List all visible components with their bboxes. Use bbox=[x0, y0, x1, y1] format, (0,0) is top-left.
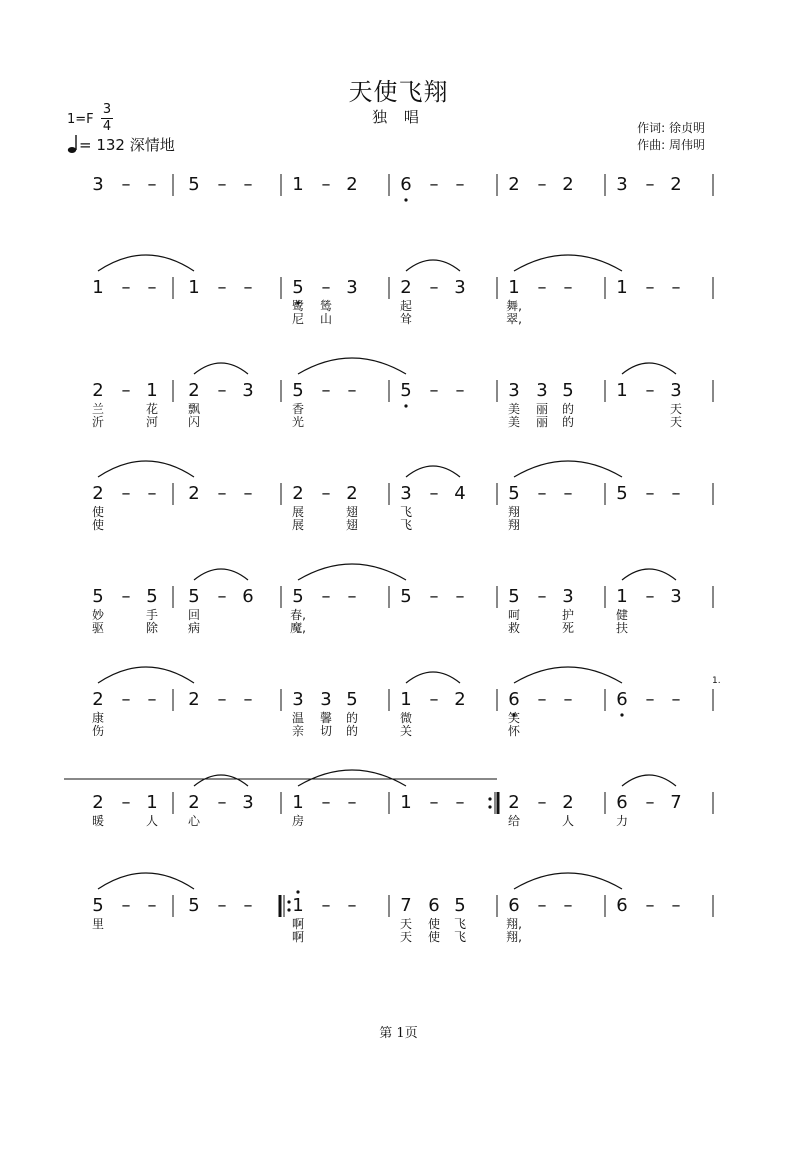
lyric-syllable: 闪 bbox=[187, 415, 201, 429]
note-digit: 5 bbox=[616, 483, 628, 504]
lyric-syllable: 天 bbox=[669, 415, 683, 429]
note-digit: 2 bbox=[508, 792, 520, 813]
lyric-syllable: 切 bbox=[319, 724, 333, 738]
note-digit: 1 bbox=[146, 380, 158, 401]
dash: – bbox=[321, 380, 331, 401]
note-digit: 5 bbox=[92, 586, 104, 607]
note-digit: 2 bbox=[92, 483, 104, 504]
lyric-syllable: 馨 bbox=[319, 711, 333, 725]
note-digit: 6 bbox=[616, 895, 628, 916]
note-digit: 5 bbox=[146, 586, 158, 607]
dash: – bbox=[217, 689, 227, 710]
dash: – bbox=[563, 277, 573, 298]
lyric-syllable: 丽 bbox=[535, 402, 549, 416]
lyric-syllable: 翔, bbox=[506, 917, 522, 931]
lyric-syllable: 美 bbox=[507, 415, 521, 429]
dash: – bbox=[321, 586, 331, 607]
composer: 作曲: 周伟明 bbox=[637, 138, 705, 152]
note-digit: 6 bbox=[428, 895, 440, 916]
dash: – bbox=[121, 895, 131, 916]
note-digit: 3 bbox=[292, 689, 304, 710]
dash: – bbox=[321, 174, 331, 195]
note-digit: 1 bbox=[292, 792, 304, 813]
dash: – bbox=[455, 174, 465, 195]
lyric-syllable: 的 bbox=[345, 724, 359, 738]
dash: – bbox=[121, 277, 131, 298]
note-digit: 5 bbox=[188, 174, 200, 195]
note-digit: 1 bbox=[400, 792, 412, 813]
dash: – bbox=[537, 174, 547, 195]
note-digit: 3 bbox=[536, 380, 548, 401]
note-digit: 2 bbox=[346, 174, 358, 195]
lyric-syllable: 除 bbox=[145, 621, 159, 635]
dash: – bbox=[645, 586, 655, 607]
lyric-syllable: 力 bbox=[615, 814, 629, 828]
note-digit: 7 bbox=[670, 792, 682, 813]
dash: – bbox=[243, 895, 253, 916]
note-digit: 5 bbox=[400, 380, 412, 401]
slur bbox=[194, 363, 248, 374]
note-digit: 2 bbox=[454, 689, 466, 710]
dash: – bbox=[429, 277, 439, 298]
dash: – bbox=[243, 483, 253, 504]
lyric-syllable: 丽 bbox=[535, 415, 549, 429]
dash: – bbox=[563, 895, 573, 916]
note-digit: 6 bbox=[242, 586, 254, 607]
note-digit: 3 bbox=[92, 174, 104, 195]
note-digit: 2 bbox=[346, 483, 358, 504]
note-digit: 2 bbox=[92, 689, 104, 710]
dash: – bbox=[347, 792, 357, 813]
lyric-syllable: 光 bbox=[291, 415, 305, 429]
note-digit: 5 bbox=[92, 895, 104, 916]
dash: – bbox=[217, 586, 227, 607]
lyric-syllable: 魔, bbox=[290, 621, 306, 635]
dash: – bbox=[217, 792, 227, 813]
lyric-syllable: 的 bbox=[345, 711, 359, 725]
lyric-syllable: 飞 bbox=[453, 917, 467, 931]
dash: – bbox=[121, 483, 131, 504]
note-digit: 3 bbox=[508, 380, 520, 401]
lyric-syllable: 耸 bbox=[399, 312, 413, 326]
note-digit: 2 bbox=[670, 174, 682, 195]
time-denominator: 4 bbox=[102, 119, 112, 134]
lyric-syllable: 人 bbox=[561, 814, 575, 828]
slur bbox=[298, 564, 406, 580]
lyric-syllable: 春, bbox=[290, 608, 306, 622]
note-digit: 2 bbox=[188, 689, 200, 710]
note-digit: 3 bbox=[562, 586, 574, 607]
dash: – bbox=[121, 792, 131, 813]
dash: – bbox=[429, 483, 439, 504]
slur bbox=[98, 667, 194, 683]
slur bbox=[298, 770, 406, 786]
note-digit: 2 bbox=[188, 792, 200, 813]
note-digit: 3 bbox=[320, 689, 332, 710]
dash: – bbox=[537, 277, 547, 298]
note-digit: 3 bbox=[346, 277, 358, 298]
slur bbox=[514, 873, 622, 889]
lyric-syllable: 护 bbox=[561, 608, 575, 622]
note-digit: 2 bbox=[92, 380, 104, 401]
lyric-syllable: 暖 bbox=[91, 814, 105, 828]
slur bbox=[194, 569, 248, 580]
dash: – bbox=[645, 689, 655, 710]
lyric-syllable: 伤 bbox=[91, 724, 105, 738]
dash: – bbox=[217, 895, 227, 916]
lyric-syllable: 翅 bbox=[345, 518, 359, 532]
dash: – bbox=[645, 483, 655, 504]
note-digit: 5 bbox=[508, 586, 520, 607]
dash: – bbox=[147, 277, 157, 298]
dash: – bbox=[321, 895, 331, 916]
dash: – bbox=[537, 689, 547, 710]
note-digit: 1 bbox=[188, 277, 200, 298]
dash: – bbox=[645, 792, 655, 813]
repeat-dot bbox=[287, 908, 290, 911]
slur bbox=[406, 260, 460, 271]
lyric-syllable: 翔 bbox=[507, 505, 521, 519]
lyric-syllable: 扶 bbox=[615, 621, 629, 635]
lyric-syllable: 微 bbox=[399, 711, 413, 725]
dash: – bbox=[217, 380, 227, 401]
lyric-syllable: 驱 bbox=[91, 621, 105, 635]
dash: – bbox=[243, 174, 253, 195]
note-digit: 6 bbox=[508, 689, 520, 710]
slur bbox=[406, 672, 460, 683]
repeat-dot bbox=[287, 900, 290, 903]
note-digit: 4 bbox=[454, 483, 466, 504]
note-digit: 3 bbox=[454, 277, 466, 298]
upper-octave-dot bbox=[296, 890, 299, 893]
slur bbox=[98, 461, 194, 477]
lyric-syllable: 使 bbox=[91, 505, 105, 519]
note-digit: 5 bbox=[292, 380, 304, 401]
slur bbox=[622, 569, 676, 580]
note-digit: 6 bbox=[616, 689, 628, 710]
dash: – bbox=[217, 174, 227, 195]
lyric-syllable: 舞, bbox=[506, 299, 522, 313]
lyric-syllable: 翠, bbox=[506, 312, 522, 326]
lyric-syllable: 使 bbox=[427, 930, 441, 944]
lyric-syllable: 飘 bbox=[187, 402, 201, 416]
dash: – bbox=[243, 689, 253, 710]
dash: – bbox=[347, 380, 357, 401]
lyric-syllable: 使 bbox=[427, 917, 441, 931]
note-digit: 5 bbox=[346, 689, 358, 710]
note-digit: 2 bbox=[188, 380, 200, 401]
note-digit: 2 bbox=[562, 174, 574, 195]
lyric-syllable: 鸶 bbox=[319, 299, 333, 313]
lyric-syllable: 里 bbox=[91, 917, 105, 931]
dash: – bbox=[243, 277, 253, 298]
lyric-syllable: 的 bbox=[561, 402, 575, 416]
lyric-syllable: 回 bbox=[187, 608, 201, 622]
dash: – bbox=[121, 586, 131, 607]
dash: – bbox=[147, 483, 157, 504]
lyric-syllable: 的 bbox=[561, 415, 575, 429]
volta-label: 1. bbox=[712, 676, 721, 686]
lyric-syllable: 啊 bbox=[291, 930, 305, 944]
dash: – bbox=[455, 586, 465, 607]
note-digit: 1 bbox=[616, 277, 628, 298]
lyric-syllable: 手 bbox=[145, 608, 159, 622]
dash: – bbox=[321, 483, 331, 504]
lyric-syllable: 笑 bbox=[507, 711, 521, 725]
note-digit: 5 bbox=[292, 586, 304, 607]
dash: – bbox=[347, 586, 357, 607]
time-numerator: 3 bbox=[102, 102, 112, 117]
lyric-syllable: 起 bbox=[399, 299, 413, 313]
note-digit: 1 bbox=[292, 895, 304, 916]
note-digit: 2 bbox=[508, 174, 520, 195]
dash: – bbox=[455, 380, 465, 401]
note-digit: 3 bbox=[670, 380, 682, 401]
lyric-syllable: 展 bbox=[291, 518, 305, 532]
lyric-syllable: 亲 bbox=[291, 724, 305, 738]
lyric-syllable: 美 bbox=[507, 402, 521, 416]
repeat-dot bbox=[488, 797, 491, 800]
slur bbox=[194, 775, 248, 786]
dash: – bbox=[671, 689, 681, 710]
dash: – bbox=[645, 380, 655, 401]
dash: – bbox=[645, 895, 655, 916]
song-title: 天使飞翔 bbox=[348, 78, 449, 106]
lyric-syllable: 花 bbox=[145, 402, 159, 416]
slur bbox=[298, 358, 406, 374]
lower-octave-dot bbox=[404, 404, 407, 407]
note-digit: 5 bbox=[400, 586, 412, 607]
dash: – bbox=[429, 174, 439, 195]
dash: – bbox=[147, 895, 157, 916]
lyric-syllable: 病 bbox=[187, 621, 201, 635]
note-digit: 3 bbox=[242, 792, 254, 813]
dash: – bbox=[671, 483, 681, 504]
dash: – bbox=[537, 895, 547, 916]
dash: – bbox=[217, 277, 227, 298]
lyric-syllable: 沂 bbox=[91, 415, 105, 429]
slur bbox=[622, 775, 676, 786]
note-digit: 2 bbox=[562, 792, 574, 813]
slur bbox=[514, 667, 622, 683]
dash: – bbox=[121, 174, 131, 195]
dash: – bbox=[563, 689, 573, 710]
note-digit: 3 bbox=[400, 483, 412, 504]
lyric-syllable: 山 bbox=[319, 312, 333, 326]
note-digit: 6 bbox=[616, 792, 628, 813]
dash: – bbox=[217, 483, 227, 504]
note-digit: 1 bbox=[616, 380, 628, 401]
lyric-syllable: 死 bbox=[561, 621, 575, 635]
note-digit: 1 bbox=[508, 277, 520, 298]
page-number: 第 1页 bbox=[379, 1026, 418, 1041]
slur bbox=[514, 255, 622, 271]
note-digit: 2 bbox=[92, 792, 104, 813]
dash: – bbox=[121, 380, 131, 401]
lyric-syllable: 人 bbox=[145, 814, 159, 828]
lyric-syllable: 呵 bbox=[507, 608, 521, 622]
repeat-dot bbox=[488, 805, 491, 808]
dash: – bbox=[537, 586, 547, 607]
slur bbox=[98, 255, 194, 271]
lyric-syllable: 使 bbox=[91, 518, 105, 532]
lyric-syllable: 关 bbox=[399, 724, 413, 738]
dash: – bbox=[671, 895, 681, 916]
lyric-syllable: 啊 bbox=[291, 917, 305, 931]
song-subtitle: 独 唱 bbox=[372, 108, 425, 126]
note-digit: 2 bbox=[188, 483, 200, 504]
tempo-text: = 132 深情地 bbox=[79, 136, 175, 154]
lyric-syllable: 尼 bbox=[291, 312, 305, 326]
dash: – bbox=[429, 380, 439, 401]
note-digit: 5 bbox=[508, 483, 520, 504]
lyric-syllable: 飞 bbox=[453, 930, 467, 944]
note-digit: 2 bbox=[292, 483, 304, 504]
lyric-syllable: 给 bbox=[507, 814, 521, 828]
lyric-syllable: 天 bbox=[399, 917, 413, 931]
lyric-syllable: 飞 bbox=[399, 518, 413, 532]
key-signature: 1=F bbox=[67, 112, 94, 127]
dash: – bbox=[321, 792, 331, 813]
lyric-syllable: 飞 bbox=[399, 505, 413, 519]
lyric-syllable: 救 bbox=[507, 621, 521, 635]
lyric-syllable: 妙 bbox=[91, 608, 105, 622]
note-digit: 1 bbox=[146, 792, 158, 813]
slur bbox=[622, 363, 676, 374]
note-digit: 5 bbox=[188, 895, 200, 916]
lyric-syllable: 翔, bbox=[506, 930, 522, 944]
lyric-syllable: 健 bbox=[615, 608, 629, 622]
slur bbox=[514, 461, 622, 477]
lower-octave-dot bbox=[620, 713, 623, 716]
lyric-syllable: 翅 bbox=[345, 505, 359, 519]
note-digit: 5 bbox=[562, 380, 574, 401]
lyric-syllable: 怀 bbox=[507, 724, 521, 738]
note-digit: 1 bbox=[292, 174, 304, 195]
note-digit: 5 bbox=[292, 277, 304, 298]
dash: – bbox=[147, 174, 157, 195]
dash: – bbox=[537, 483, 547, 504]
dash: – bbox=[321, 277, 331, 298]
dash: – bbox=[429, 586, 439, 607]
lyric-syllable: 天 bbox=[669, 402, 683, 416]
dash: – bbox=[645, 277, 655, 298]
lyric-syllable: 香 bbox=[291, 402, 305, 416]
note-digit: 5 bbox=[188, 586, 200, 607]
dash: – bbox=[455, 792, 465, 813]
lyric-syllable: 展 bbox=[291, 505, 305, 519]
lyric-syllable: 心 bbox=[187, 814, 201, 828]
note-digit: 2 bbox=[400, 277, 412, 298]
dash: – bbox=[121, 689, 131, 710]
lower-octave-dot bbox=[404, 198, 407, 201]
note-digit: 3 bbox=[242, 380, 254, 401]
note-digit: 7 bbox=[400, 895, 412, 916]
lyric-syllable: 鹭 bbox=[291, 299, 305, 313]
dash: – bbox=[537, 792, 547, 813]
note-digit: 3 bbox=[616, 174, 628, 195]
lyricist: 作词: 徐贞明 bbox=[637, 121, 705, 135]
note-digit: 6 bbox=[508, 895, 520, 916]
lyric-syllable: 兰 bbox=[91, 402, 105, 416]
dash: – bbox=[645, 174, 655, 195]
lyric-syllable: 房 bbox=[291, 814, 305, 828]
dash: – bbox=[147, 689, 157, 710]
dash: – bbox=[429, 689, 439, 710]
dash: – bbox=[347, 895, 357, 916]
note-digit: 6 bbox=[400, 174, 412, 195]
dash: – bbox=[563, 483, 573, 504]
dash: – bbox=[429, 792, 439, 813]
note-digit: 3 bbox=[670, 586, 682, 607]
lyric-syllable: 河 bbox=[145, 415, 159, 429]
note-digit: 1 bbox=[616, 586, 628, 607]
dash: – bbox=[671, 277, 681, 298]
note-digit: 5 bbox=[454, 895, 466, 916]
lyric-syllable: 翔 bbox=[507, 518, 521, 532]
lyric-syllable: 康 bbox=[91, 711, 105, 725]
lyric-syllable: 天 bbox=[399, 930, 413, 944]
slur bbox=[406, 466, 460, 477]
slur bbox=[98, 873, 194, 889]
note-digit: 1 bbox=[92, 277, 104, 298]
lyric-syllable: 温 bbox=[291, 711, 305, 725]
note-digit: 1 bbox=[400, 689, 412, 710]
